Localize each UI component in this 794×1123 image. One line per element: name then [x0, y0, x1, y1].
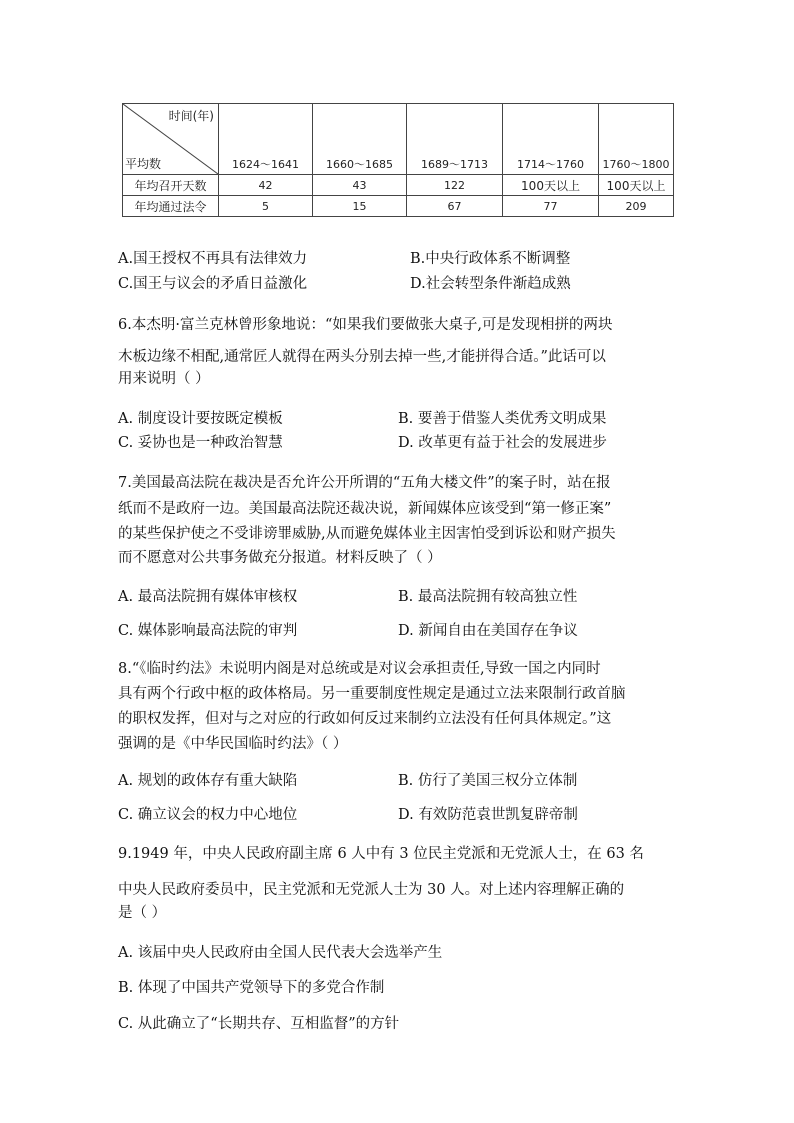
row-label: 年均通过法令 [123, 196, 219, 217]
q7-option-a[interactable]: A. 最高法院拥有媒体审核权 [118, 589, 298, 605]
q6-stem-line: 木板边缘不相配,通常匠人就得在两头分别去掉一些,才能拼得合适。”此话可以 [118, 349, 606, 365]
q7-stem-line: 的某些保护使之不受诽谤罪威胁,从而避免媒体业主因害怕受到诉讼和财产损失 [118, 526, 616, 542]
q9-option-c[interactable]: C. 从此确立了“长期共存、互相监督”的方针 [118, 1016, 400, 1032]
q6-stem-line: 6.本杰明·富兰克林曾形象地说：“如果我们要做张大桌子,可是发现相拼的两块 [118, 317, 613, 333]
table-cell: 43 [313, 175, 407, 196]
table-cell: 67 [407, 196, 503, 217]
q5-option-b[interactable]: B.中央行政体系不断调整 [410, 251, 571, 267]
row-label: 年均召开天数 [123, 175, 219, 196]
period-header: 1624～1641 [219, 104, 313, 175]
q7-stem-line: 而不愿意对公共事务做充分报道。材料反映了（ ） [118, 550, 442, 566]
q9-stem-line: 是（ ） [118, 905, 167, 921]
corner-bottom-label: 平均数 [125, 157, 162, 171]
table-cell: 100天以上 [503, 175, 599, 196]
q6-option-c[interactable]: C. 妥协也是一种政治智慧 [118, 435, 283, 451]
q6-option-d[interactable]: D. 改革更有益于社会的发展进步 [398, 435, 607, 451]
q5-option-c[interactable]: C.国王与议会的矛盾日益激化 [118, 276, 308, 292]
period-header: 1689～1713 [407, 104, 503, 175]
q8-option-d[interactable]: D. 有效防范袁世凯复辟帝制 [398, 807, 578, 823]
table-cell: 42 [219, 175, 313, 196]
table-corner-cell [123, 104, 219, 175]
corner-top-label: 时间(年) [168, 109, 214, 123]
q7-stem-line: 7.美国最高法院在裁决是否允许公开所谓的“五角大楼文件”的案子时，站在报 [118, 475, 611, 491]
q9-stem-line: 9.1949 年，中央人民政府副主席 6 人中有 3 位民主党派和无党派人士，在 63 名 [118, 846, 644, 862]
q6-option-a[interactable]: A. 制度设计要按既定模板 [118, 411, 283, 427]
table-cell: 100天以上 [599, 175, 674, 196]
table-cell: 77 [503, 196, 599, 217]
q8-option-a[interactable]: A. 规划的政体存有重大缺陷 [118, 773, 298, 789]
q7-option-b[interactable]: B. 最高法院拥有较高独立性 [398, 589, 578, 605]
q6-stem-line: 用来说明（ ） [118, 371, 210, 387]
period-header: 1660～1685 [313, 104, 407, 175]
table-header-row [123, 104, 674, 175]
period-header: 1760～1800 [599, 104, 674, 175]
table-cell: 5 [219, 196, 313, 217]
q9-option-a[interactable]: A. 该届中央人民政府由全国人民代表大会选举产生 [118, 945, 443, 961]
q7-stem-line: 纸而不是政府一边。美国最高法院还裁决说，新闻媒体应该受到“第一修正案” [118, 501, 612, 517]
q6-option-b[interactable]: B. 要善于借鉴人类优秀文明成果 [398, 411, 607, 427]
q8-stem-line: 强调的是《中华民国临时约法》（ ） [118, 736, 348, 752]
table-row [123, 196, 674, 217]
q8-stem-line: 8.“《临时约法》未说明内阁是对总统或是对议会承担责任,导致一国之内同时 [118, 661, 601, 677]
period-header: 1714～1760 [503, 104, 599, 175]
q9-option-b[interactable]: B. 体现了中国共产党领导下的多党合作制 [118, 980, 385, 996]
table-row [123, 175, 674, 196]
q8-option-b[interactable]: B. 仿行了美国三权分立体制 [398, 773, 578, 789]
parliament-statistics-table [122, 103, 674, 217]
q5-option-d[interactable]: D.社会转型条件渐趋成熟 [410, 276, 571, 292]
q9-stem-line: 中央人民政府委员中，民主党派和无党派人士为 30 人。对上述内容理解正确的 [118, 882, 625, 898]
table-cell: 209 [599, 196, 674, 217]
table-cell: 122 [407, 175, 503, 196]
q8-stem-line: 具有两个行政中枢的政体格局。另一重要制度性规定是通过立法来限制行政首脑 [118, 686, 626, 702]
q8-stem-line: 的职权发挥，但对与之对应的行政如何反过来制约立法没有任何具体规定。”这 [118, 711, 612, 727]
q5-option-a[interactable]: A.国王授权不再具有法律效力 [118, 251, 308, 267]
q8-option-c[interactable]: C. 确立议会的权力中心地位 [118, 807, 298, 823]
q7-option-d[interactable]: D. 新闻自由在美国存在争议 [398, 623, 578, 639]
table-cell: 15 [313, 196, 407, 217]
q7-option-c[interactable]: C. 媒体影响最高法院的审判 [118, 623, 298, 639]
